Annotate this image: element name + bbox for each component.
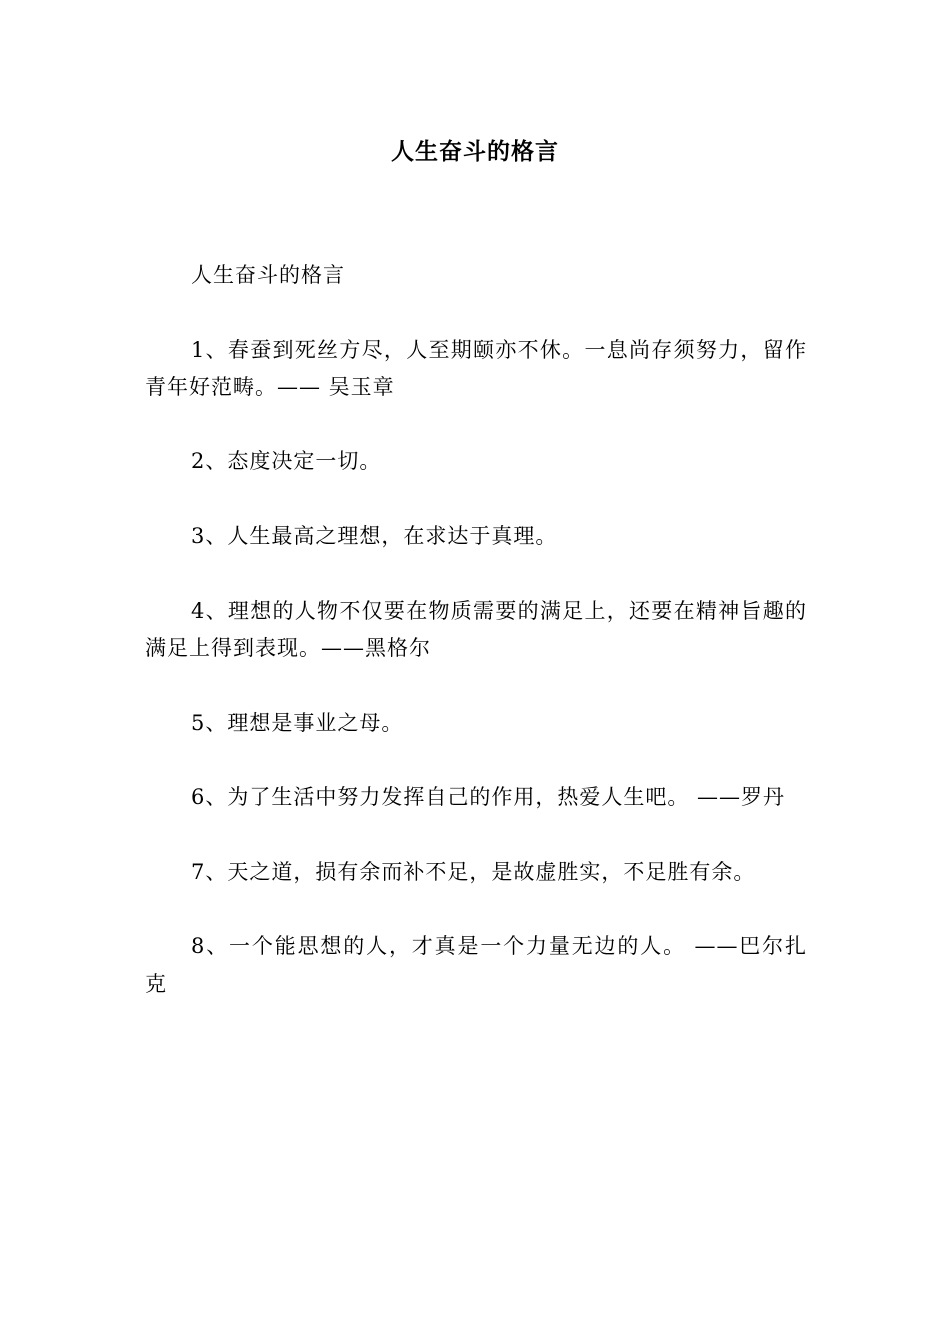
- paragraph-quote-5: 5、理想是事业之母。: [191, 710, 404, 735]
- paragraph-quote-8: 8、一个能思想的人，才真是一个力量无边的人。 ——巴尔扎克: [145, 934, 807, 996]
- paragraph-quote-7: 7、天之道，损有余而补不足，是故虚胜实，不足胜有余。: [191, 859, 756, 884]
- document-title: 人生奋斗的格言: [391, 138, 559, 165]
- paragraph-quote-1: 1、春蚕到死丝方尽，人至期颐亦不休。一息尚存须努力，留作青年好范畴。—— 吴玉章: [145, 337, 807, 399]
- paragraph-quote-3: 3、人生最高之理想，在求达于真理。: [191, 524, 558, 549]
- paragraph-quote-4: 4、理想的人物不仅要在物质需要的满足上，还要在精神旨趣的满足上得到表现。——黑格尔: [145, 598, 807, 660]
- paragraph-quote-2: 2、态度决定一切。: [191, 449, 382, 474]
- document-body: [145, 257, 807, 1040]
- paragraph-heading: 人生奋斗的格言: [191, 263, 345, 287]
- paragraph-quote-6: 6、为了生活中努力发挥自己的作用，热爱人生吧。 ——罗丹: [191, 785, 786, 810]
